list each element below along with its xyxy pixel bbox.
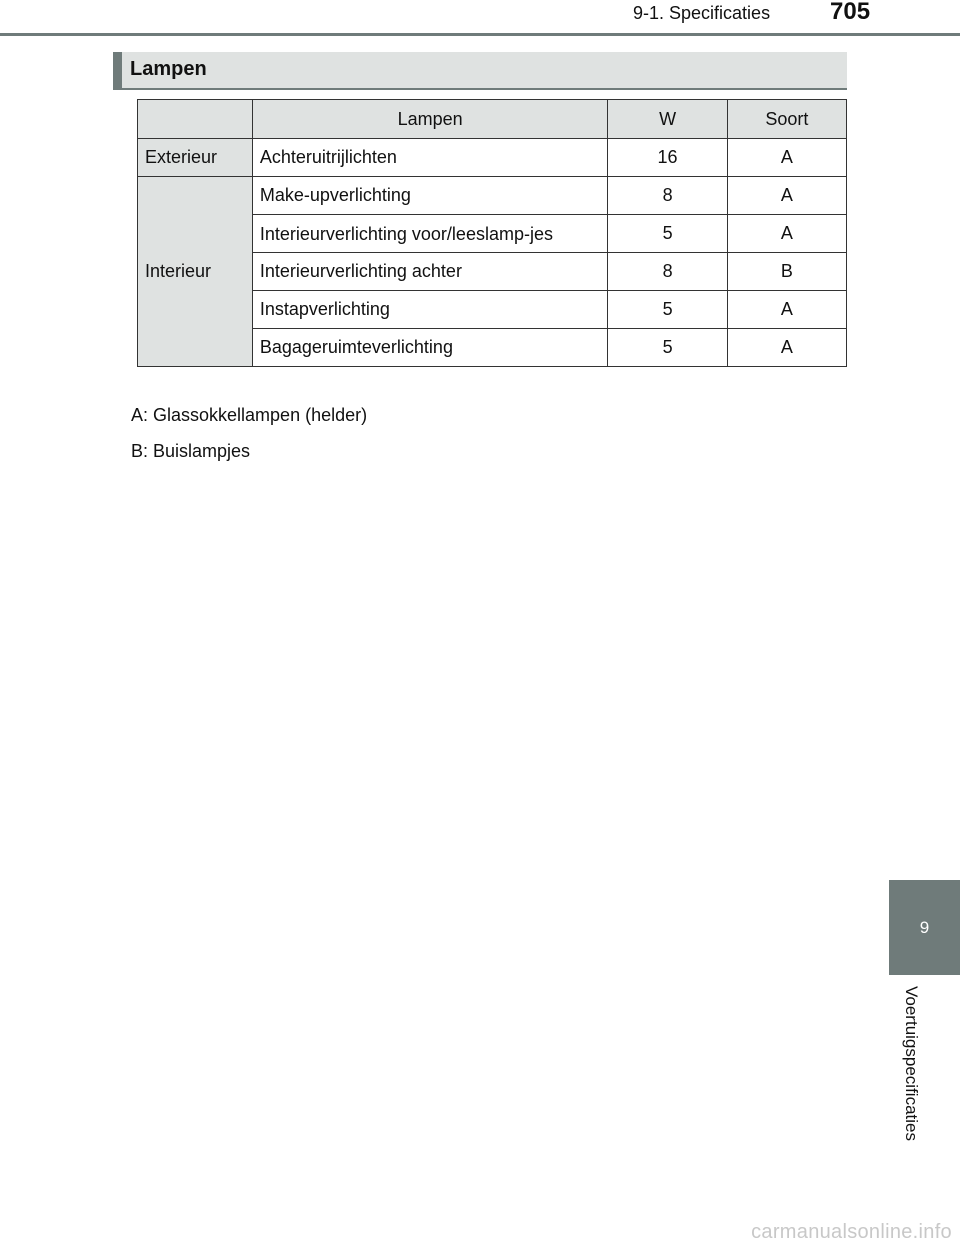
table-cell-type: A xyxy=(727,291,846,329)
table-cell-group: Interieur xyxy=(138,177,253,367)
table-cell-type: A xyxy=(727,329,846,367)
table-header-row xyxy=(138,100,847,139)
table-cell-type: A xyxy=(727,177,846,215)
table-header-soort: Soort xyxy=(727,100,846,139)
section-heading-accent xyxy=(113,52,122,88)
table-header-lampen: Lampen xyxy=(252,100,608,139)
table-cell-lamp: Achteruitrijlichten xyxy=(252,139,608,177)
table-cell-lamp: Bagageruimteverlichting xyxy=(252,329,608,367)
table-cell-lamp: Instapverlichting xyxy=(252,291,608,329)
header-section-title: 9-1. Specificaties xyxy=(633,3,771,23)
table-header-w: W xyxy=(608,100,727,139)
section-title: Lampen xyxy=(130,58,207,80)
table-cell-group: Exterieur xyxy=(138,139,253,177)
lamp-specifications-table xyxy=(137,99,847,367)
page-number: 705 xyxy=(830,0,871,25)
table-cell-type: A xyxy=(727,215,846,253)
footnote-b: B: Buislampjes xyxy=(131,441,251,461)
table-cell-type: A xyxy=(727,139,846,177)
chapter-number: 9 xyxy=(919,918,930,937)
table-cell-type: B xyxy=(727,253,846,291)
table-header-empty xyxy=(138,100,253,139)
table-cell-watt: 8 xyxy=(608,253,727,291)
table-cell-watt: 5 xyxy=(608,291,727,329)
table-cell-lamp: Make-upverlichting xyxy=(252,177,608,215)
footnote-a: A: Glassokkellampen (helder) xyxy=(131,405,368,425)
chapter-tab[interactable] xyxy=(889,880,960,975)
table-cell-watt: 5 xyxy=(608,215,727,253)
table-cell-lamp: Interieurverlichting voor/leeslamp-jes xyxy=(252,215,608,253)
table-row xyxy=(138,177,847,215)
section-heading-bar xyxy=(113,52,847,90)
table-row xyxy=(138,139,847,177)
table-cell-watt: 8 xyxy=(608,177,727,215)
table-cell-watt: 16 xyxy=(608,139,727,177)
watermark: carmanualsonline.info xyxy=(751,1221,952,1243)
header-divider xyxy=(0,33,960,36)
chapter-label: Voertuigspecificaties xyxy=(902,986,921,1141)
table-cell-watt: 5 xyxy=(608,329,727,367)
table-cell-lamp: Interieurverlichting achter xyxy=(252,253,608,291)
